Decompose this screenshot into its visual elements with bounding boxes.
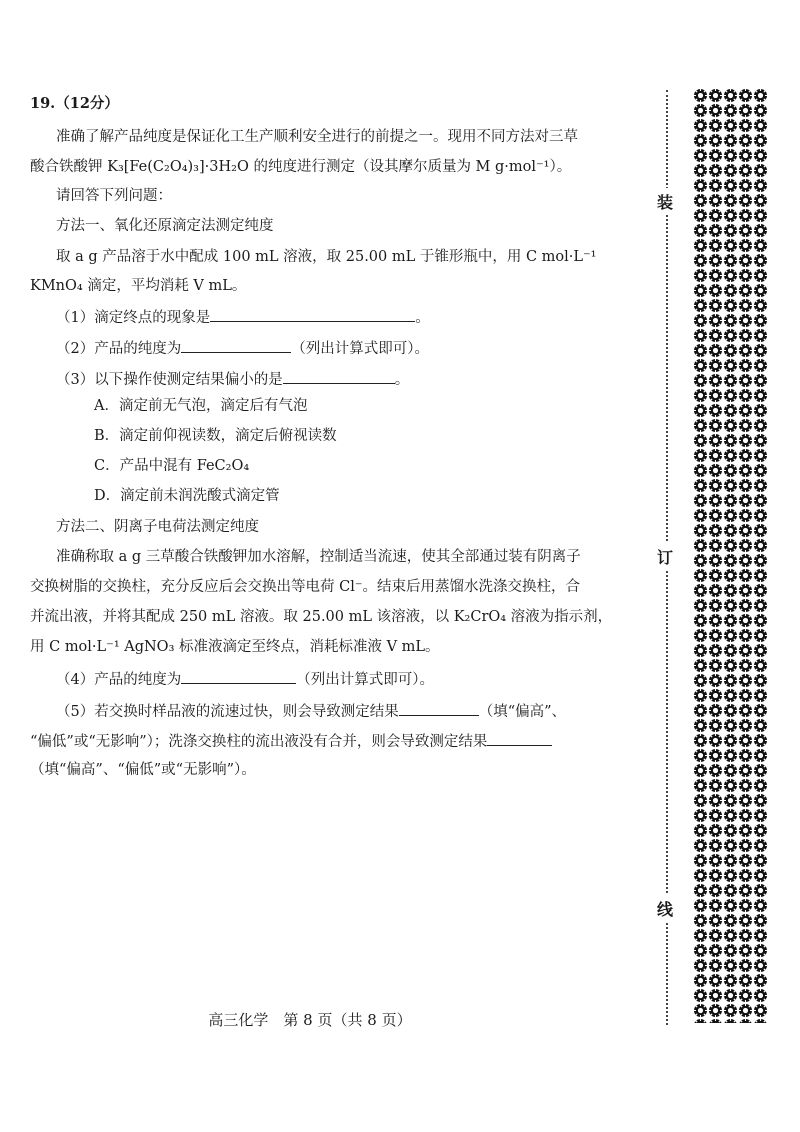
question-1 (56, 305, 430, 328)
intro-line-2: 酸合铁酸钾 K₃[Fe(C₂O₄)₃]·3H₂O 的纯度进行测定（设其摩尔质量为 M g·mol⁻¹）。 (30, 159, 572, 175)
question-header: 19.（12分） (30, 95, 119, 112)
option-b: B．滴定前仰视读数，滴定后俯视读数 (94, 428, 337, 444)
question-5-text: （5）若交换时样品液的流速过快，则会导致测定结果 (56, 704, 399, 720)
answer-prompt: 请回答下列问题： (56, 188, 172, 204)
question-5 (56, 699, 566, 722)
border-pattern (693, 88, 769, 1023)
method2-text-1: 准确称取 a g 三草酸合铁酸钾加水溶解，控制适当流速，使其全部通过装有阴离子 (56, 549, 581, 565)
question-1-end: 。 (415, 310, 430, 326)
question-3 (56, 367, 409, 390)
page-footer: 高三化学 第 8 页（共 8 页） (208, 1011, 412, 1029)
question-2-text: （2）产品的纯度为 (56, 341, 182, 357)
question-5-text-2: “偏低”或“无影响”）；洗涤交换柱的流出液没有合并，则会导致测定结果 (30, 734, 488, 750)
question-5-line-2 (30, 729, 552, 752)
question-4-text: （4）产品的纯度为 (56, 672, 182, 688)
method2-text-3: 并流出液，并将其配成 250 mL 溶液。取 25.00 mL 该溶液，以 K₂CrO₄ 溶液为指示剂， (30, 609, 613, 625)
question-3-text: （3）以下操作使测定结果偏小的是 (56, 372, 283, 388)
option-d: D．滴定前未润洗酸式滴定管 (94, 488, 280, 504)
question-5-hint: （填“偏高”、 (478, 704, 567, 720)
question-4 (56, 667, 434, 690)
question-2-end: （列出计算式即可）。 (291, 341, 429, 357)
answer-blank-3[interactable] (283, 367, 395, 384)
question-2 (56, 336, 429, 359)
question-1-text: （1）滴定终点的现象是 (56, 310, 211, 326)
intro-line-1: 准确了解产品纯度是保证化工生产顺利安全进行的前提之一。现用不同方法对三草 (56, 129, 578, 145)
option-a: A．滴定前无气泡，滴定后有气泡 (94, 398, 308, 414)
answer-blank-1[interactable] (210, 305, 415, 322)
method1-text-1: 取 a g 产品溶于水中配成 100 mL 溶液，取 25.00 mL 于锥形瓶中，用 C mol·L⁻¹ (56, 249, 597, 265)
answer-blank-4[interactable] (181, 667, 296, 684)
answer-blank-2[interactable] (181, 336, 291, 353)
option-c: C．产品中混有 FeC₂O₄ (94, 458, 250, 474)
binding-char-xian: 线 (657, 895, 673, 922)
method2-title: 方法二、阴离子电荷法测定纯度 (56, 519, 259, 535)
decorative-border-strip (693, 88, 769, 1023)
answer-blank-6[interactable] (487, 729, 552, 746)
answer-blank-5[interactable] (399, 699, 479, 716)
question-5-line-3: （填“偏高”、“偏低”或“无影响”）。 (30, 762, 256, 778)
binding-char-ding: 订 (657, 543, 673, 570)
binding-char-zhuang: 装 (657, 188, 673, 215)
question-3-end: 。 (394, 372, 410, 388)
method2-text-4: 用 C mol·L⁻¹ AgNO₃ 标准液滴定至终点，消耗标准液 V mL。 (30, 639, 440, 655)
method1-text-2: KMnO₄ 滴定，平均消耗 V mL。 (30, 278, 247, 294)
method2-text-2: 交换树脂的交换柱，充分反应后会交换出等电荷 Cl⁻。结束后用蒸馏水洗涤交换柱，合 (30, 579, 580, 595)
question-4-end: （列出计算式即可）。 (296, 672, 434, 688)
method1-title: 方法一、氧化还原滴定法测定纯度 (56, 218, 274, 234)
